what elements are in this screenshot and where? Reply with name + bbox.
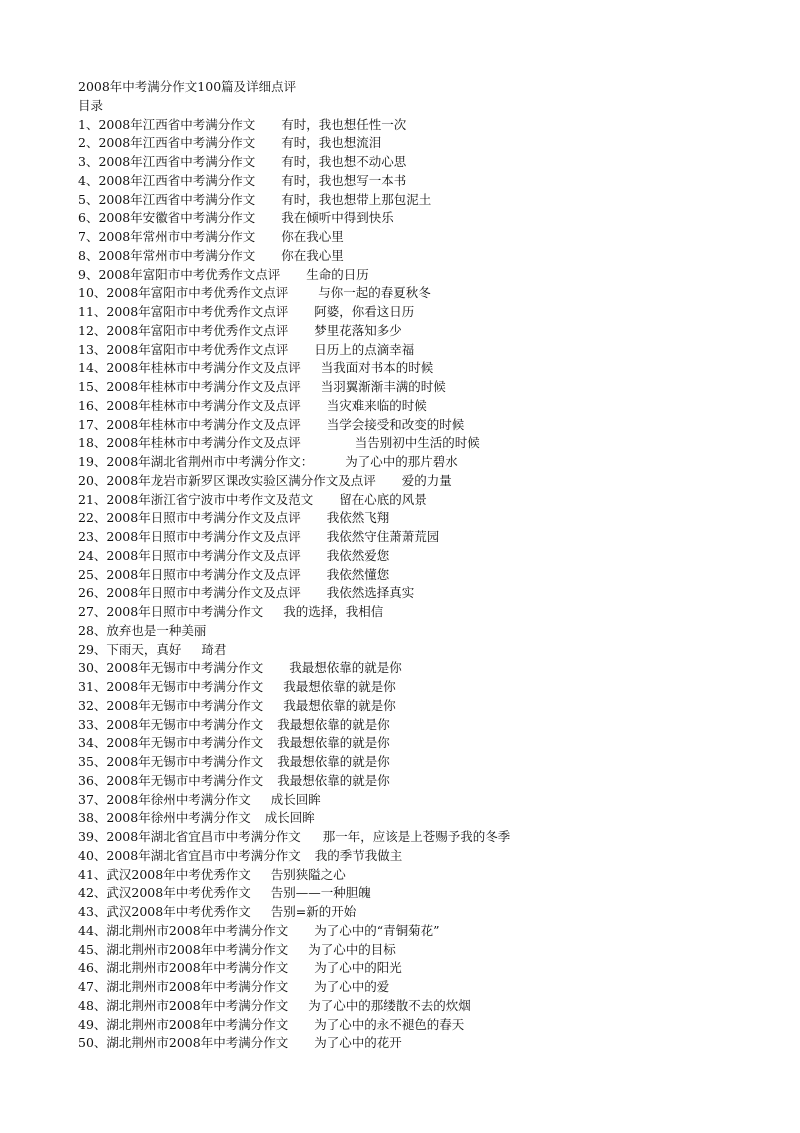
toc-entry-title: 你在我心里 (281, 229, 344, 244)
toc-entry-source: 2008年江西省中考满分作文 (98, 191, 256, 207)
toc-entry-source: 2008年无锡市中考满分作文 (106, 735, 264, 751)
toc-entry-title: 我最想依靠的就是你 (283, 697, 396, 713)
toc-entry-number: 10、 (78, 285, 107, 301)
toc-entry[interactable] (78, 528, 738, 547)
toc-entry-number: 22、 (78, 510, 107, 526)
toc-entry-source: 2008年日照市中考满分作文及点评 (106, 510, 301, 526)
toc-entry[interactable] (78, 641, 738, 660)
toc-entry-number: 29、 (78, 641, 107, 657)
toc-entry-source: 2008年龙岩市新罗区课改实验区满分作文及点评 (106, 472, 376, 488)
toc-entry-title: 与你一起的春夏秋冬 (318, 285, 431, 301)
toc-entry[interactable] (78, 978, 738, 997)
toc-entry[interactable] (78, 828, 738, 847)
toc-entry[interactable] (78, 359, 738, 378)
toc-entry-title: 爱的力量 (401, 472, 452, 488)
toc-entry-source: 2008年日照市中考满分作文 (106, 604, 264, 619)
toc-entry-number: 25、 (78, 566, 107, 582)
toc-entry-number: 39、 (78, 829, 107, 844)
toc-entry-title: 我最想依靠的就是你 (277, 716, 390, 732)
toc-entry-source: 2008年徐州中考满分作文 (106, 791, 251, 807)
toc-entry[interactable] (78, 472, 738, 491)
toc-entry-number: 12、 (78, 322, 107, 338)
toc-entry-source: 2008年桂林市中考满分作文及点评 (106, 416, 301, 432)
toc-entry[interactable] (78, 228, 738, 247)
toc-entry-source: 武汉2008年中考优秀作文 (106, 885, 251, 901)
toc-entry[interactable] (78, 509, 738, 528)
toc-entry-source: 2008年富阳市中考优秀作文点评 (106, 285, 289, 301)
toc-entry-number: 27、 (78, 604, 107, 619)
toc-entry-title: 有时，我也想流泪 (281, 135, 382, 151)
toc-entry-source: 湖北荆州市2008年中考满分作文 (106, 997, 289, 1013)
toc-entry[interactable] (78, 734, 738, 753)
toc-entry-number: 3、 (78, 154, 99, 169)
toc-entry[interactable] (78, 716, 738, 735)
toc-entry[interactable] (78, 922, 738, 941)
toc-entry-source: 2008年富阳市中考优秀作文点评 (106, 341, 289, 357)
toc-entry[interactable] (78, 191, 738, 210)
toc-entry-title: 有时，我也想不动心思 (281, 154, 407, 169)
toc-entry-title: 琦君 (201, 641, 227, 657)
toc-entry[interactable] (78, 678, 738, 697)
toc-entry-title: 我的选择，我相信 (283, 604, 384, 619)
toc-entry[interactable] (78, 397, 738, 416)
toc-entry-source: 2008年江西省中考满分作文 (98, 172, 256, 188)
toc-entry[interactable] (78, 134, 738, 153)
toc-entry-title: 我依然爱您 (326, 547, 390, 563)
toc-entry[interactable] (78, 866, 738, 885)
toc-entry-title: 我最想依靠的就是你 (277, 754, 390, 769)
toc-entry-source: 下雨天，真好 (106, 641, 182, 657)
toc-entry-number: 2、 (78, 135, 99, 151)
toc-entry-title: 当我面对书本的时候 (320, 360, 434, 376)
toc-entry-number: 40、 (78, 847, 107, 863)
toc-entry-source: 2008年湖北省宜昌市中考满分作文 (106, 829, 301, 844)
toc-entry-source: 武汉2008年中考优秀作文 (106, 866, 251, 882)
document-page (78, 78, 738, 1053)
toc-entry-source: 2008年江西省中考满分作文 (98, 116, 256, 132)
toc-entry-number: 8、 (78, 247, 99, 263)
toc-entry[interactable] (78, 809, 738, 828)
toc-entry-title: 梦里花落知多少 (314, 322, 402, 338)
toc-entry-title: 当羽翼渐渐丰满的时候 (320, 379, 446, 394)
toc-entry-number: 41、 (78, 866, 107, 882)
toc-entry-number: 31、 (78, 679, 107, 694)
toc-entry-number: 37、 (78, 791, 107, 807)
toc-entry-number: 1、 (78, 116, 99, 132)
toc-entry-number: 34、 (78, 735, 107, 751)
toc-entry-title: 我依然选择真实 (326, 585, 415, 601)
toc-entry-title: 成长回眸 (270, 791, 321, 807)
toc-entry-number: 49、 (78, 1016, 107, 1032)
toc-entry-number: 9、 (78, 266, 99, 282)
toc-entry[interactable] (78, 659, 738, 678)
toc-entry-source: 2008年桂林市中考满分作文及点评 (106, 397, 301, 413)
toc-entry-title: 当学会接受和改变的时候 (326, 416, 465, 432)
toc-entry-number: 43、 (78, 904, 107, 919)
toc-entry[interactable] (78, 622, 738, 641)
toc-entry-number: 21、 (78, 491, 107, 507)
toc-entry[interactable] (78, 697, 738, 716)
toc-entry-number: 45、 (78, 941, 107, 957)
toc-entry-number: 23、 (78, 529, 107, 544)
toc-entry-title: 阿婆，你看这日历 (314, 304, 415, 319)
toc-entry-source: 湖北荆州市2008年中考满分作文 (106, 1035, 289, 1051)
toc-entry-title: 为了心中的阳光 (314, 960, 402, 976)
toc-entry-title: 留在心底的风景 (339, 491, 427, 507)
toc-entry-source: 2008年江西省中考满分作文 (98, 154, 256, 169)
toc-entry-source: 2008年无锡市中考满分作文 (106, 679, 264, 694)
toc-entry-number: 19、 (78, 454, 107, 469)
toc-entry[interactable] (78, 753, 738, 772)
toc-entry[interactable] (78, 791, 738, 810)
toc-entry-source: 湖北荆州市2008年中考满分作文 (106, 1016, 289, 1032)
toc-entry-number: 28、 (78, 622, 107, 638)
toc-entry-title: 为了心中的爱 (314, 979, 390, 994)
toc-entry[interactable] (78, 116, 738, 135)
toc-entry-source: 2008年富阳市中考优秀作文点评 (106, 322, 289, 338)
toc-entry-title: 我最想依靠的就是你 (289, 660, 402, 676)
toc-entry-source: 2008年桂林市中考满分作文及点评 (106, 360, 301, 376)
toc-entry[interactable] (78, 903, 738, 922)
toc-entry-number: 15、 (78, 379, 107, 394)
toc-entry[interactable] (78, 416, 738, 435)
toc-entry-title: 为了心中的那缕散不去的炊烟 (308, 997, 471, 1013)
toc-entry-title: 告别——一种胆魄 (270, 885, 371, 901)
toc-entry-number: 4、 (78, 172, 99, 188)
toc-entry-number: 32、 (78, 697, 107, 713)
toc-entry-number: 7、 (78, 229, 99, 244)
toc-entry-number: 11、 (78, 304, 107, 319)
toc-entry[interactable] (78, 959, 738, 978)
toc-entry-title: 有时，我也想写一本书 (281, 172, 407, 188)
toc-entry[interactable] (78, 547, 738, 566)
toc-entry-title: 我依然飞翔 (326, 510, 390, 526)
toc-entry-source: 2008年安徽省中考满分作文 (98, 210, 256, 226)
toc-entry[interactable] (78, 453, 738, 472)
toc-entry-title: 日历上的点滴幸福 (314, 341, 415, 357)
toc-entry-number: 50、 (78, 1035, 107, 1051)
toc-entry[interactable] (78, 566, 738, 585)
toc-entry-source: 湖北荆州市2008年中考满分作文 (106, 960, 289, 976)
toc-entry-number: 33、 (78, 716, 107, 732)
toc-entry-source: 2008年日照市中考满分作文及点评 (106, 566, 301, 582)
toc-entry-source: 放弃也是一种美丽 (106, 622, 207, 638)
toc-entry-source: 2008年无锡市中考满分作文 (106, 697, 264, 713)
toc-entry-source: 2008年桂林市中考满分作文及点评 (106, 435, 301, 451)
toc-entry-source: 2008年日照市中考满分作文及点评 (106, 547, 301, 563)
toc-entry-number: 48、 (78, 997, 107, 1013)
toc-entry[interactable] (78, 1016, 738, 1035)
toc-entry-title: 我最想依靠的就是你 (283, 679, 396, 694)
toc-entry-number: 36、 (78, 772, 107, 788)
toc-entry-number: 14、 (78, 360, 107, 376)
toc-entry-source: 2008年无锡市中考满分作文 (106, 660, 264, 676)
toc-entry-number: 5、 (78, 191, 99, 207)
toc-entry[interactable] (78, 1034, 738, 1053)
toc-entry[interactable] (78, 341, 738, 360)
document-title: 2008年中考满分作文100篇及详细点评 (78, 79, 297, 94)
toc-entry-source: 2008年浙江省宁波市中考作文及范文 (106, 491, 314, 507)
toc-entry-number: 16、 (78, 397, 107, 413)
toc-entry[interactable] (78, 772, 738, 791)
toc-entry-source: 2008年徐州中考满分作文 (106, 810, 251, 826)
toc-entry-number: 46、 (78, 960, 107, 976)
toc-entry-title: 生命的日历 (306, 266, 369, 282)
toc-entry-number: 13、 (78, 341, 107, 357)
toc-entry-title: 我最想依靠的就是你 (277, 735, 390, 751)
toc-entry-number: 44、 (78, 922, 107, 938)
toc-entry-title: 你在我心里 (281, 247, 344, 263)
toc-entry-title: 我最想依靠的就是你 (277, 772, 390, 788)
toc-entry-source: 武汉2008年中考优秀作文 (106, 904, 251, 919)
toc-entry[interactable] (78, 884, 738, 903)
toc-entry-source: 2008年日照市中考满分作文及点评 (106, 585, 301, 601)
toc-entry-title: 我依然守住萧萧荒园 (326, 529, 440, 544)
toc-entry-source: 2008年湖北省荆州市中考满分作文： (106, 454, 314, 469)
toc-entry-title: 当灾难来临的时候 (326, 397, 427, 413)
toc-entry-number: 24、 (78, 547, 107, 563)
toc-entry-source: 2008年江西省中考满分作文 (98, 135, 256, 151)
toc-entry[interactable] (78, 491, 738, 510)
toc-entry-source: 湖北荆州市2008年中考满分作文 (106, 979, 289, 994)
toc-entry[interactable] (78, 247, 738, 266)
toc-entry-title: 告别狭隘之心 (270, 866, 346, 882)
toc-entry-title: 我的季节我做主 (314, 847, 403, 863)
toc-entry-number: 6、 (78, 210, 99, 226)
toc-entry[interactable] (78, 378, 738, 397)
toc-entry[interactable] (78, 941, 738, 960)
toc-entry[interactable] (78, 603, 738, 622)
toc-entry-number: 18、 (78, 435, 107, 451)
toc-entry-source: 2008年常州市中考满分作文 (98, 229, 256, 244)
toc-heading: 目录 (78, 97, 104, 113)
toc-entry-title: 有时，我也想带上那包泥土 (281, 191, 432, 207)
toc-entry[interactable] (78, 303, 738, 322)
toc-entry-number: 38、 (78, 810, 107, 826)
toc-entry-number: 17、 (78, 416, 107, 432)
toc-entry-title: 当告别初中生活的时候 (354, 435, 480, 451)
toc-entry-number: 20、 (78, 472, 107, 488)
toc-entry-title: 那一年，应该是上苍赐予我的冬季 (322, 829, 511, 844)
toc-entry[interactable] (78, 434, 738, 453)
toc-entry-number: 42、 (78, 885, 107, 901)
toc-entry-source: 2008年富阳市中考优秀作文点评 (106, 304, 289, 319)
toc-entry-title: 成长回眸 (264, 810, 315, 826)
toc-entry-number: 35、 (78, 754, 107, 769)
toc-entry-title: 有时，我也想任性一次 (281, 116, 407, 132)
toc-entry-number: 47、 (78, 979, 107, 994)
toc-entry-source: 2008年常州市中考满分作文 (98, 247, 256, 263)
toc-entry-source: 湖北荆州市2008年中考满分作文 (106, 941, 289, 957)
toc-entry-source: 2008年无锡市中考满分作文 (106, 772, 264, 788)
toc-entry[interactable] (78, 847, 738, 866)
toc-list (78, 116, 738, 1054)
toc-entry[interactable] (78, 153, 738, 172)
toc-entry-source: 2008年日照市中考满分作文及点评 (106, 529, 301, 544)
toc-entry-source: 2008年富阳市中考优秀作文点评 (98, 266, 281, 282)
toc-entry[interactable] (78, 997, 738, 1016)
toc-entry-source: 2008年桂林市中考满分作文及点评 (106, 379, 301, 394)
toc-entry[interactable] (78, 172, 738, 191)
toc-entry-title: 为了心中的永不褪色的春天 (314, 1016, 465, 1032)
toc-entry[interactable] (78, 266, 738, 285)
toc-entry[interactable] (78, 584, 738, 603)
toc-entry-source: 2008年无锡市中考满分作文 (106, 716, 264, 732)
toc-entry-title: 为了心中的“青铜菊花” (314, 922, 440, 938)
toc-entry-source: 2008年湖北省宜昌市中考满分作文 (106, 847, 301, 863)
toc-entry-source: 2008年无锡市中考满分作文 (106, 754, 264, 769)
toc-entry-number: 26、 (78, 585, 107, 601)
toc-entry-source: 湖北荆州市2008年中考满分作文 (106, 922, 289, 938)
toc-entry[interactable] (78, 209, 738, 228)
toc-entry-title: 为了心中的花开 (314, 1035, 402, 1051)
toc-entry[interactable] (78, 322, 738, 341)
toc-entry-number: 30、 (78, 660, 107, 676)
toc-entry-title: 我依然懂您 (326, 566, 390, 582)
toc-entry-title: 告别=新的开始 (270, 904, 357, 919)
toc-entry-title: 为了心中的目标 (308, 941, 396, 957)
toc-entry-title: 为了心中的那片碧水 (345, 454, 458, 469)
toc-entry-title: 我在倾听中得到快乐 (281, 210, 394, 226)
toc-entry[interactable] (78, 284, 738, 303)
